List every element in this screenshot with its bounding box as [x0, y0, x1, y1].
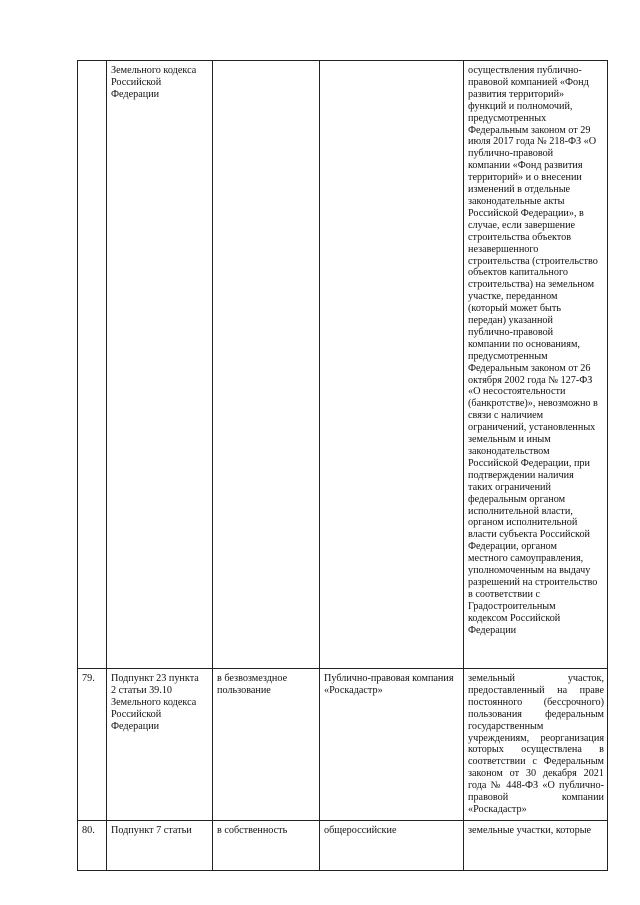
- rightholder-cell: общероссийские: [320, 821, 464, 871]
- land-plot-cell: земельные участки, которые: [464, 821, 608, 871]
- rightholder-cell: Публично-правовая компания «Роскадастр»: [320, 669, 464, 821]
- right-type-cell: в собственность: [213, 821, 320, 871]
- land-provision-table: [77, 60, 608, 871]
- row-number-cell: 80.: [78, 821, 107, 871]
- legal-basis-cell: Подпункт 23 пункта 2 статьи 39.10 Земельного кодекса Российской Федерации: [107, 669, 213, 821]
- land-plot-cell: осуществления публично- правовой компанией «Фонд развития территорий» функций и полномочий, предусмотренных Федеральным законом от 29 июля 2017 года № 218-ФЗ «О публично-правовой компании «Фонд развития территорий» и о внесении изменений в отдельные законодательные акты Российской Федерации», в случае, если завершение строительства объектов незавершенного строительства (строительство объектов капитального строительства) на земельном участке, переданном (который может быть передан) указанной публично-правовой компании по основаниям, предусмотренным Федеральным законом от 26 октября 2002 года № 127-ФЗ «О несостоятельности (банкротстве)», невозможно в связи с наличием ограничений, установленных земельным и иным законодательством Российской Федерации, при подтверждении наличия таких ограничений федеральным органом исполнительной власти, органом исполнительной власти субъекта Российской Федерации, органом местного самоуправления, уполномоченным на выдачу разрешений на строительство в соответствии с Градостроительным кодексом Российской Федерации: [464, 61, 608, 669]
- legal-basis-cell: Земельного кодекса Российской Федерации: [107, 61, 213, 669]
- row-number-cell: 79.: [78, 669, 107, 821]
- row-number-cell: [78, 61, 107, 669]
- land-plot-cell: земельный участок, предоставленный на праве постоянного (бессрочного) пользования федеральным государственным учреждениям, реорганизация которых осуществлена в соответствии с Федеральным законом от 30 декабря 2021 года № 448-ФЗ «О публично-правовой компании «Роскадастр»: [464, 669, 608, 821]
- table-row: [78, 821, 608, 871]
- right-type-cell: [213, 61, 320, 669]
- table-row: [78, 669, 608, 821]
- rightholder-cell: [320, 61, 464, 669]
- right-type-cell: в безвозмездное пользование: [213, 669, 320, 821]
- table-row: [78, 61, 608, 669]
- legal-basis-cell: Подпункт 7 статьи: [107, 821, 213, 871]
